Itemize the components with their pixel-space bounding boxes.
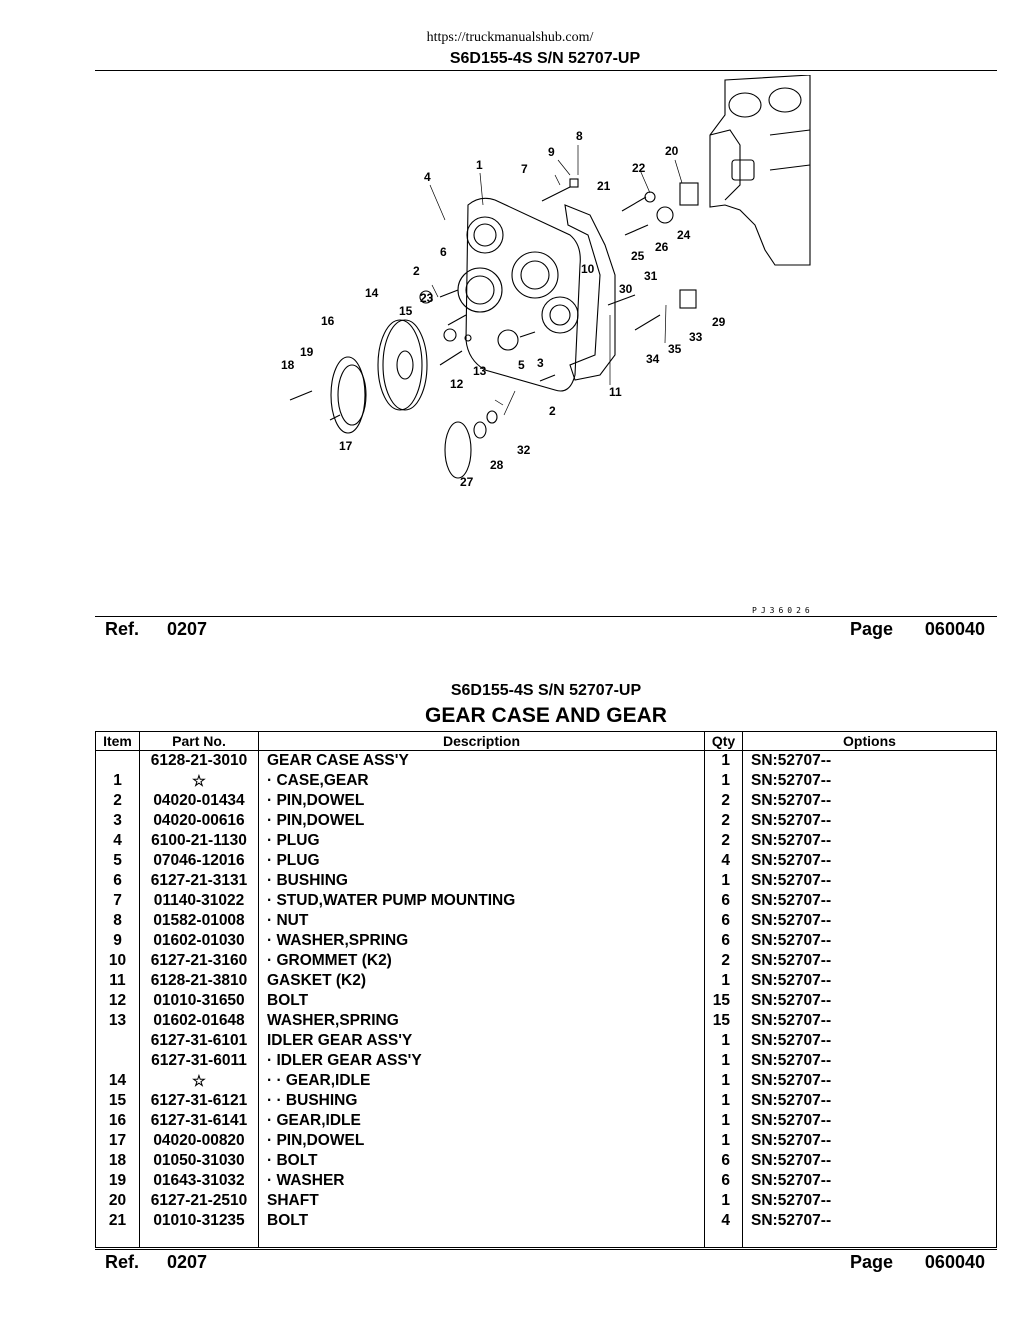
table-row — [96, 1191, 997, 1211]
item-number-cell: 14 — [96, 1071, 140, 1091]
quantity-cell: 1 — [705, 871, 743, 891]
page-label: Page — [849, 1252, 893, 1272]
ref-label: Ref. — [105, 1252, 140, 1272]
item-number-cell: 4 — [96, 831, 140, 851]
quantity-cell: 4 — [705, 1211, 743, 1231]
quantity-cell: 2 — [705, 791, 743, 811]
table-row — [96, 871, 997, 891]
part-number-cell: 6127-31-6121 — [140, 1091, 259, 1111]
quantity-cell: 1 — [705, 1111, 743, 1131]
options-cell: SN:52707-- — [743, 831, 997, 851]
svg-text:28: 28 — [490, 458, 504, 472]
svg-text:17: 17 — [339, 439, 353, 453]
svg-text:15: 15 — [399, 304, 413, 318]
svg-text:16: 16 — [321, 314, 335, 328]
svg-text:26: 26 — [655, 240, 669, 254]
part-number-cell: 07046-12016 — [140, 851, 259, 871]
table-row — [96, 991, 997, 1011]
table-header-row — [96, 732, 997, 751]
idler-gear-drawing — [378, 320, 427, 410]
table-row — [96, 1031, 997, 1051]
svg-text:1: 1 — [476, 158, 483, 172]
quantity-cell: 4 — [705, 851, 743, 871]
part-number-cell: 04020-00616 — [140, 811, 259, 831]
description-cell: · BUSHING — [259, 871, 705, 891]
table-row — [96, 1071, 997, 1091]
table-bottom-rule — [95, 1249, 997, 1250]
description-cell: WASHER,SPRING — [259, 1011, 705, 1031]
quantity-cell: 6 — [705, 891, 743, 911]
item-number-cell: 1 — [96, 771, 140, 791]
table-filler-row — [96, 1231, 997, 1248]
options-cell: SN:52707-- — [743, 991, 997, 1011]
exploded-parts-diagram — [270, 75, 830, 575]
table-row — [96, 791, 997, 811]
table-row — [96, 891, 997, 911]
options-cell: SN:52707-- — [743, 811, 997, 831]
svg-text:9: 9 — [548, 145, 555, 159]
options-cell: SN:52707-- — [743, 1111, 997, 1131]
source-url: https://truckmanualshub.com/ — [426, 30, 594, 45]
table-row — [96, 851, 997, 871]
column-header-description: Description — [259, 732, 705, 751]
quantity-cell: 1 — [705, 1091, 743, 1111]
options-cell: SN:52707-- — [743, 1091, 997, 1111]
svg-text:2: 2 — [413, 264, 420, 278]
table-row — [96, 1131, 997, 1151]
description-cell: · PIN,DOWEL — [259, 811, 705, 831]
options-cell: SN:52707-- — [743, 1211, 997, 1231]
description-cell: · NUT — [259, 911, 705, 931]
parts-list-title: GEAR CASE AND GEAR — [425, 704, 667, 727]
item-number-cell: 3 — [96, 811, 140, 831]
quantity-cell: 1 — [705, 1071, 743, 1091]
hardware-drawing — [290, 179, 698, 420]
table-row — [96, 931, 997, 951]
quantity-cell: 1 — [705, 971, 743, 991]
description-cell: BOLT — [259, 1211, 705, 1231]
description-cell: · STUD,WATER PUMP MOUNTING — [259, 891, 705, 911]
options-cell: SN:52707-- — [743, 911, 997, 931]
options-cell: SN:52707-- — [743, 891, 997, 911]
item-number-cell: 10 — [96, 951, 140, 971]
options-cell: SN:52707-- — [743, 1051, 997, 1071]
svg-text:7: 7 — [521, 162, 528, 176]
part-number-cell: 6127-21-2510 — [140, 1191, 259, 1211]
svg-text:2: 2 — [549, 404, 556, 418]
svg-text:6: 6 — [440, 245, 447, 259]
svg-text:25: 25 — [631, 249, 645, 263]
quantity-cell: 6 — [705, 1171, 743, 1191]
options-cell: SN:52707-- — [743, 791, 997, 811]
description-cell: · · BUSHING — [259, 1091, 705, 1111]
svg-text:18: 18 — [281, 358, 295, 372]
quantity-cell: 2 — [705, 811, 743, 831]
page-label: Page — [849, 619, 893, 639]
svg-text:14: 14 — [365, 286, 379, 300]
item-number-cell: 19 — [96, 1171, 140, 1191]
table-row — [96, 951, 997, 971]
empty-cell — [96, 1231, 140, 1248]
item-number-cell: 17 — [96, 1131, 140, 1151]
svg-text:24: 24 — [677, 228, 691, 242]
quantity-cell: 6 — [705, 1151, 743, 1171]
item-number-cell: 12 — [96, 991, 140, 1011]
quantity-cell: 1 — [705, 1131, 743, 1151]
part-number-cell: 6100-21-1130 — [140, 831, 259, 851]
svg-text:33: 33 — [689, 330, 703, 344]
item-number-cell: 13 — [96, 1011, 140, 1031]
svg-text:13: 13 — [473, 364, 487, 378]
item-number-cell: 9 — [96, 931, 140, 951]
description-cell: GASKET (K2) — [259, 971, 705, 991]
quantity-cell: 1 — [705, 1191, 743, 1211]
options-cell: SN:52707-- — [743, 1011, 997, 1031]
description-cell: · · GEAR,IDLE — [259, 1071, 705, 1091]
quantity-cell: 6 — [705, 931, 743, 951]
description-cell: SHAFT — [259, 1191, 705, 1211]
table-row — [96, 811, 997, 831]
table-row — [96, 751, 997, 772]
description-cell: · GEAR,IDLE — [259, 1111, 705, 1131]
options-cell: SN:52707-- — [743, 771, 997, 791]
options-cell: SN:52707-- — [743, 951, 997, 971]
svg-text:22: 22 — [632, 161, 646, 175]
part-number-cell: 01010-31650 — [140, 991, 259, 1011]
quantity-cell: 1 — [705, 771, 743, 791]
description-cell: GEAR CASE ASS'Y — [259, 751, 705, 772]
part-number-cell: 6128-21-3810 — [140, 971, 259, 991]
svg-text:27: 27 — [460, 475, 474, 489]
table-row — [96, 1011, 997, 1031]
table-row — [96, 1171, 997, 1191]
item-number-cell: 11 — [96, 971, 140, 991]
quantity-cell: 1 — [705, 751, 743, 772]
column-header-options: Options — [743, 732, 997, 751]
table-row — [96, 911, 997, 931]
item-number-cell: 6 — [96, 871, 140, 891]
options-cell: SN:52707-- — [743, 1151, 997, 1171]
item-number-cell — [96, 1051, 140, 1071]
part-number-cell: 01140-31022 — [140, 891, 259, 911]
part-number-cell: 01010-31235 — [140, 1211, 259, 1231]
svg-text:32: 32 — [517, 443, 531, 457]
quantity-cell: 2 — [705, 831, 743, 851]
part-number-cell: 6127-31-6141 — [140, 1111, 259, 1131]
item-number-cell: 2 — [96, 791, 140, 811]
column-header-part-no: Part No. — [140, 732, 259, 751]
empty-cell — [259, 1231, 705, 1248]
column-header-item: Item — [96, 732, 140, 751]
gasket-drawing — [565, 205, 615, 380]
diagram-model-title: S6D155-4S S/N 52707-UP — [449, 50, 641, 67]
svg-text:30: 30 — [619, 282, 633, 296]
svg-text:21: 21 — [597, 179, 611, 193]
table-row — [96, 971, 997, 991]
description-cell: · PIN,DOWEL — [259, 791, 705, 811]
svg-text:8: 8 — [576, 129, 583, 143]
options-cell: SN:52707-- — [743, 751, 997, 772]
part-number-cell: 01582-01008 — [140, 911, 259, 931]
description-cell: · CASE,GEAR — [259, 771, 705, 791]
parts-table — [95, 731, 997, 1248]
table-row — [96, 1051, 997, 1071]
options-cell: SN:52707-- — [743, 1071, 997, 1091]
part-number-cell: 6128-21-3010 — [140, 751, 259, 772]
item-number-cell: 7 — [96, 891, 140, 911]
options-cell: SN:52707-- — [743, 871, 997, 891]
options-cell: SN:52707-- — [743, 1171, 997, 1191]
quantity-cell: 1 — [705, 1031, 743, 1051]
options-cell: SN:52707-- — [743, 851, 997, 871]
item-number-cell: 21 — [96, 1211, 140, 1231]
empty-cell — [140, 1231, 259, 1248]
item-number-cell: 18 — [96, 1151, 140, 1171]
svg-text:35: 35 — [668, 342, 682, 356]
svg-text:29: 29 — [712, 315, 726, 329]
description-cell: · PLUG — [259, 851, 705, 871]
table-row — [96, 771, 997, 791]
figure-code: PJ36026 — [752, 606, 814, 615]
svg-text:11: 11 — [609, 385, 622, 399]
table-row — [96, 1151, 997, 1171]
column-header-qty: Qty — [705, 732, 743, 751]
options-cell: SN:52707-- — [743, 931, 997, 951]
part-number-cell: 04020-01434 — [140, 791, 259, 811]
part-number-cell: 01050-31030 — [140, 1151, 259, 1171]
description-cell: · GROMMET (K2) — [259, 951, 705, 971]
item-number-cell — [96, 1031, 140, 1051]
description-cell: IDLER GEAR ASS'Y — [259, 1031, 705, 1051]
ref-value: 0207 — [167, 619, 208, 639]
description-cell: · WASHER — [259, 1171, 705, 1191]
svg-text:4: 4 — [424, 170, 431, 184]
empty-cell — [705, 1231, 743, 1248]
empty-cell — [743, 1231, 997, 1248]
part-number-cell: ☆ — [140, 771, 259, 791]
item-number-cell: 16 — [96, 1111, 140, 1131]
table-row — [96, 1111, 997, 1131]
svg-text:34: 34 — [646, 352, 660, 366]
item-number-cell: 20 — [96, 1191, 140, 1211]
svg-text:5: 5 — [518, 358, 525, 372]
table-row — [96, 1211, 997, 1231]
part-number-cell: 04020-00820 — [140, 1131, 259, 1151]
description-cell: · BOLT — [259, 1151, 705, 1171]
page-value: 060040 — [924, 1252, 985, 1272]
table-row — [96, 1091, 997, 1111]
quantity-cell: 15 — [705, 991, 743, 1011]
part-number-cell: 6127-31-6101 — [140, 1031, 259, 1051]
description-cell: · PLUG — [259, 831, 705, 851]
ref-value: 0207 — [167, 1252, 208, 1272]
quantity-cell: 2 — [705, 951, 743, 971]
part-number-cell: 01602-01030 — [140, 931, 259, 951]
header-rule — [95, 70, 997, 71]
description-cell: · PIN,DOWEL — [259, 1131, 705, 1151]
item-number-cell: 5 — [96, 851, 140, 871]
ref-label: Ref. — [105, 619, 140, 639]
options-cell: SN:52707-- — [743, 1031, 997, 1051]
quantity-cell: 1 — [705, 1051, 743, 1071]
item-number-cell: 15 — [96, 1091, 140, 1111]
part-number-cell: 01602-01648 — [140, 1011, 259, 1031]
options-cell: SN:52707-- — [743, 1191, 997, 1211]
svg-text:23: 23 — [420, 291, 434, 305]
svg-text:19: 19 — [300, 345, 314, 359]
item-number-cell: 8 — [96, 911, 140, 931]
part-number-cell: 01643-31032 — [140, 1171, 259, 1191]
part-number-cell: ☆ — [140, 1071, 259, 1091]
options-cell: SN:52707-- — [743, 971, 997, 991]
table-row — [96, 831, 997, 851]
part-number-cell: 6127-21-3160 — [140, 951, 259, 971]
svg-text:12: 12 — [450, 377, 464, 391]
svg-text:31: 31 — [644, 269, 658, 283]
svg-text:10: 10 — [581, 262, 595, 276]
diagram-bottom-rule — [95, 616, 997, 617]
item-number-cell — [96, 751, 140, 772]
description-cell: BOLT — [259, 991, 705, 1011]
quantity-cell: 15 — [705, 1011, 743, 1031]
options-cell: SN:52707-- — [743, 1131, 997, 1151]
description-cell: · WASHER,SPRING — [259, 931, 705, 951]
gear-small-drawing — [331, 357, 366, 433]
svg-text:20: 20 — [665, 144, 679, 158]
description-cell: · IDLER GEAR ASS'Y — [259, 1051, 705, 1071]
page-value: 060040 — [924, 619, 985, 639]
parts-list-model: S6D155-4S S/N 52707-UP — [450, 682, 642, 699]
part-number-cell: 6127-31-6011 — [140, 1051, 259, 1071]
quantity-cell: 6 — [705, 911, 743, 931]
engine-block-drawing — [710, 75, 810, 265]
svg-text:3: 3 — [537, 356, 544, 370]
part-number-cell: 6127-21-3131 — [140, 871, 259, 891]
